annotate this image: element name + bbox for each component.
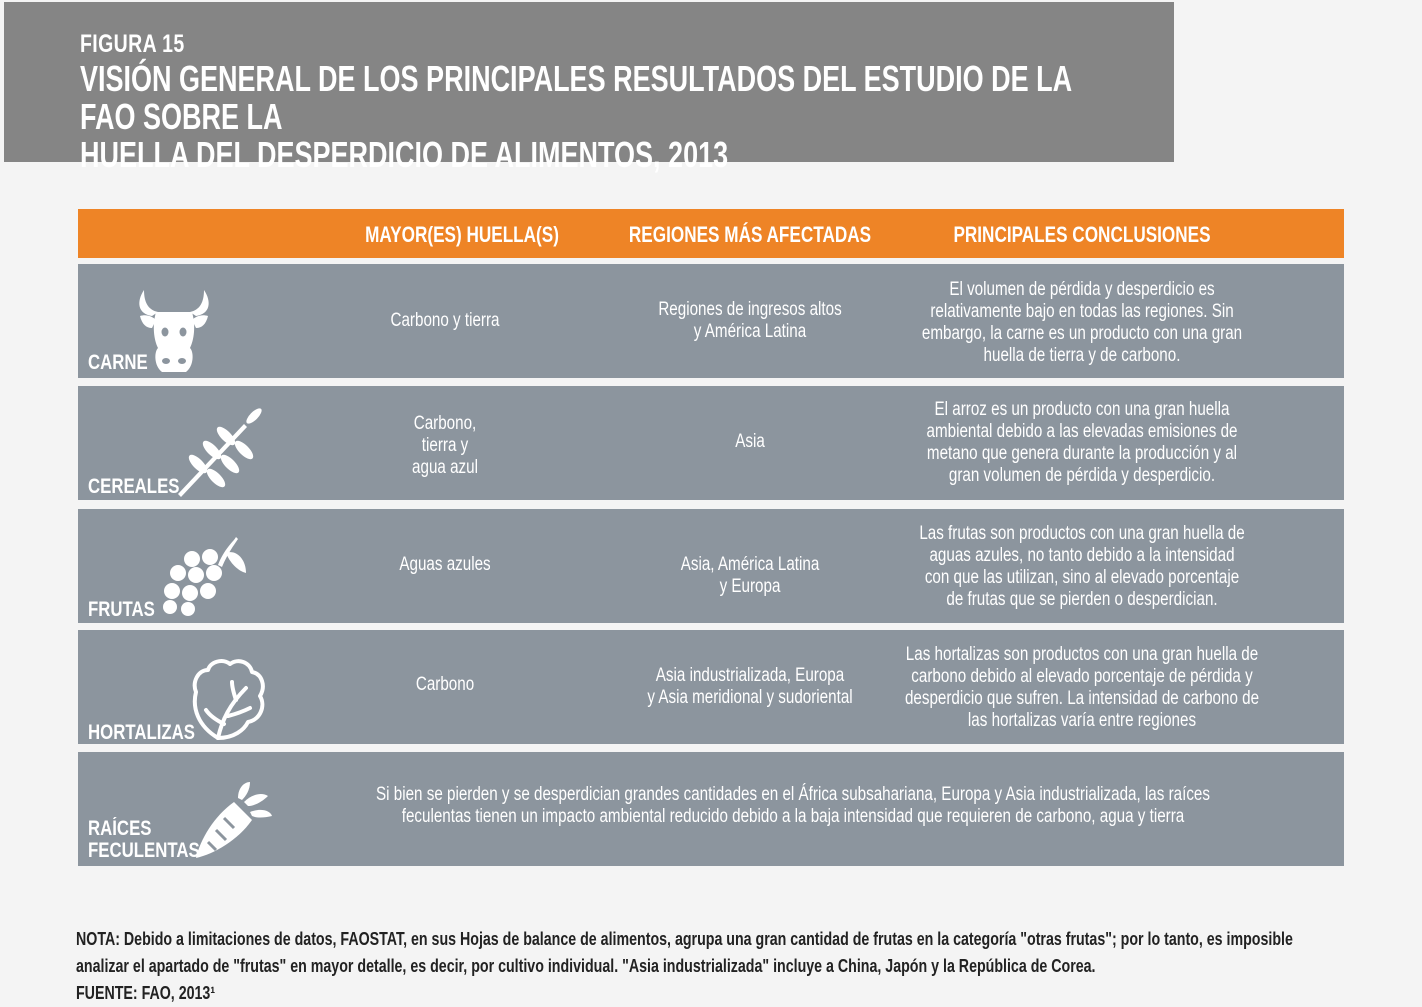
cell-footprint-hortalizas: Carbono <box>415 674 475 695</box>
table-row-frutas <box>78 509 1344 623</box>
carrot-icon <box>194 780 274 862</box>
header-conclusions: PRINCIPALES CONCLUSIONES <box>953 222 1211 247</box>
row-label-hortalizas: HORTALIZAS <box>88 721 196 744</box>
row-label-cereales: CEREALES <box>88 475 180 498</box>
figure-title-line1: VISIÓN GENERAL DE LOS PRINCIPALES RESULTADOS DEL ESTUDIO DE LA FAO SOBRE LA <box>80 58 1072 137</box>
row-label-raices-line2: FECULENTAS <box>88 839 200 862</box>
cell-regions-hortalizas: Asia industrializada, Europa y Asia meridional y sudoriental <box>647 665 853 708</box>
cell-regions-cereales: Asia <box>735 431 765 452</box>
source-line: FUENTE: FAO, 2013¹ <box>76 983 216 1003</box>
cell-conclusions-carne: El volumen de pérdida y desperdicio es relativamente bajo en todas las regiones. Sin embargo, la carne es un producto con una gran huella de tierra y de carbono. <box>921 279 1243 366</box>
grapes-icon <box>160 535 250 617</box>
row-label-raices-line1: RAÍCES <box>88 817 152 840</box>
cell-footprint-cereales: Carbono, tierra y agua azul <box>412 413 478 478</box>
table-row-cereales <box>78 386 1344 500</box>
row-label-frutas: FRUTAS <box>88 598 155 621</box>
note-line2: analizar el apartado de "frutas" en mayor detalle, es decir, por cultivo individual. "Asia industrializada" incluye a China, Japón y la República de Corea. <box>76 956 1096 976</box>
figure-title <box>80 60 1123 174</box>
lettuce-icon <box>188 656 268 742</box>
cell-footprint-frutas: Aguas azules <box>399 554 491 575</box>
table-header <box>78 209 1344 258</box>
cell-regions-carne: Regiones de ingresos altos y América Latina <box>658 299 842 342</box>
wheat-icon <box>174 406 266 498</box>
cell-conclusions-frutas: Las frutas son productos con una gran huella de aguas azules, no tanto debido a la intensidad con que las utilizan, sino al elevado porcentaje de frutas que se pierden o desperdician. <box>919 523 1245 610</box>
cell-conclusions-hortalizas: Las hortalizas son productos con una gran huella de carbono debido al elevado porcentaje de pérdida y desperdicio que sufren. La intensidad de carbono de las hortalizas varía entre regiones <box>904 644 1260 731</box>
table-row-carne <box>78 264 1344 378</box>
header-footprint: MAYOR(ES) HUELLA(S) <box>365 222 559 247</box>
table-row-hortalizas <box>78 630 1344 744</box>
note-line1: NOTA: Debido a limitaciones de datos, FAOSTAT, en sus Hojas de balance de alimentos, agrupa una gran cantidad de frutas en la categoría "otras frutas"; por lo tanto, es imposible <box>76 929 1293 949</box>
figure-header <box>4 2 1174 175</box>
cell-regions-frutas: Asia, América Latina y Europa <box>680 554 820 597</box>
cell-conclusions-cereales: El arroz es un producto con una gran huella ambiental debido a las elevadas emisiones de metano que genera durante la producción y al gran volumen de pérdida y desperdicio. <box>926 399 1238 486</box>
row-label-carne: CARNE <box>88 351 148 374</box>
cell-merged-raices: Si bien se pierden y se desperdician grandes cantidades en el África subsahariana, Europa y Asia industrializada, las raíces feculentas tienen un impacto ambiental reducido debido a la baja intensidad que requieren de carbono, agua y tierra <box>376 784 1210 827</box>
table-row-raices-feculentas <box>78 752 1344 866</box>
figure-notes <box>76 926 1316 1007</box>
cell-footprint-carne: Carbono y tierra <box>390 310 500 331</box>
header-regions: REGIONES MÁS AFECTADAS <box>628 222 872 247</box>
figure-label: FIGURA 15 <box>80 30 185 58</box>
figure-title-line2: HUELLA DEL DESPERDICIO DE ALIMENTOS, 2013 <box>80 134 729 175</box>
